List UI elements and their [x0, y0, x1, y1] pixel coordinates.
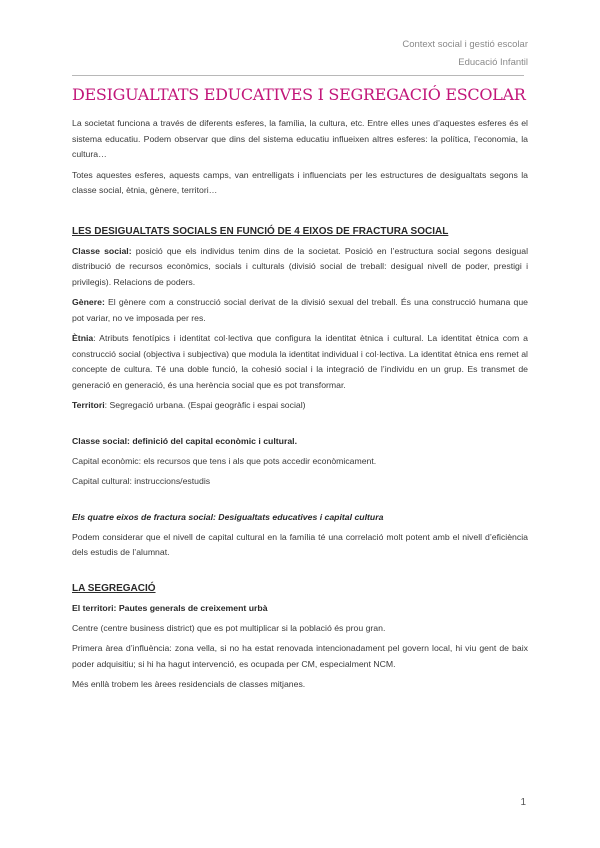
definition-gender	[72, 295, 528, 326]
term-social-class: Classe social:	[72, 245, 132, 256]
section-heading-segregation: LA SEGREGACIÓ	[72, 582, 156, 594]
definition-territory	[72, 398, 528, 414]
intro-paragraph-1: La societat funciona a través de diferents esferes, la família, la cultura, etc. Entre elles unes d’aquestes esferes és el sistema educatiu. Podem observar que dins del sistema educatiu influeixen altres esferes: la política, l’economia, la cultura…	[72, 118, 528, 159]
definition-text: posició que els individus tenim dins de la societat. Posició en l’estructura social segons desigual distribució de recursos econòmics, socials i culturals (divisió social de treball: desigual nivell de poder, prestigi i privilegis). Relacions de poders.	[72, 245, 528, 287]
term-ethnicity: Ètnia	[72, 333, 94, 343]
section-heading-fractures: LES DESIGUALTATS SOCIALS EN FUNCIÓ DE 4 EIXOS DE FRACTURA SOCIAL	[72, 225, 449, 237]
intro-paragraph-2: Totes aquestes esferes, aquests camps, van entrelligats i influenciats per les estructures de desigualtats segons la classe social, ètnia, gènere, territori…	[72, 169, 528, 195]
capital-cultural-paragraph: Capital cultural: instruccions/estudis	[72, 476, 211, 486]
segregation-paragraph-2: Primera àrea d’influència: zona vella, si no ha estat renovada intencionadament pel govern local, hi viu gent de baix poder adquisitiu; si hi ha hagut intervenció, es ocupada per CM, especialment NCM.	[72, 643, 528, 669]
subheading-territory: El territori: Pautes generals de creixement urbà	[72, 602, 268, 613]
header-program: Educació Infantil	[458, 57, 528, 68]
page-header	[402, 36, 528, 72]
segregation-paragraph-1: Centre (centre business district) que es pot multiplicar si la població és prou gran.	[72, 622, 386, 633]
page-number: 1	[520, 797, 526, 808]
four-axes-paragraph: Podem considerar que el nivell de capital cultural en la família té una correlació molt potent amb el nivell d’eficiència dels estudis de l’alumnat.	[72, 531, 528, 557]
document-body	[72, 84, 528, 698]
segregation-paragraph-3: Més enllà trobem les àrees residencials de classes mitjanes.	[72, 679, 306, 689]
header-course: Context social i gestió escolar	[402, 39, 528, 50]
subheading-four-axes: Els quatre eixos de fractura social: Desigualtats educatives i capital cultura	[72, 511, 384, 522]
term-territory: Territori	[72, 400, 105, 410]
document-title: DESIGUALTATS EDUCATIVES I SEGREGACIÓ ESCOLAR	[72, 85, 526, 104]
definition-text: El gènere com a construcció social derivat de la divisió sexual del treball. És una construcció humana que pot variar, no ve imposada per res.	[72, 297, 528, 323]
definition-text: : Segregació urbana. (Espai geogràfic i espai social)	[104, 400, 306, 410]
definition-ethnicity	[72, 331, 528, 393]
definition-text: : Atributs fenotípics i identitat col·lectiva que configura la identitat ètnica i cultural. La identitat ètnica com a construcció social (objectiva i subjectiva) que modula la identitat individual i col·lectiva. La identitat ètnica ens remet al concepte de cultura. Té una doble funció, la cohesió social i la integració de l’individu en un grup. Es transmet de generació en generació, és una herència social que es pot transformar.	[72, 333, 528, 390]
header-divider	[72, 75, 524, 76]
definition-social-class	[72, 244, 528, 291]
subheading-capital: Classe social: definició del capital econòmic i cultural.	[72, 435, 297, 446]
term-gender: Gènere:	[72, 297, 105, 307]
capital-economic-paragraph: Capital econòmic: els recursos que tens i als que pots accedir econòmicament.	[72, 455, 377, 466]
